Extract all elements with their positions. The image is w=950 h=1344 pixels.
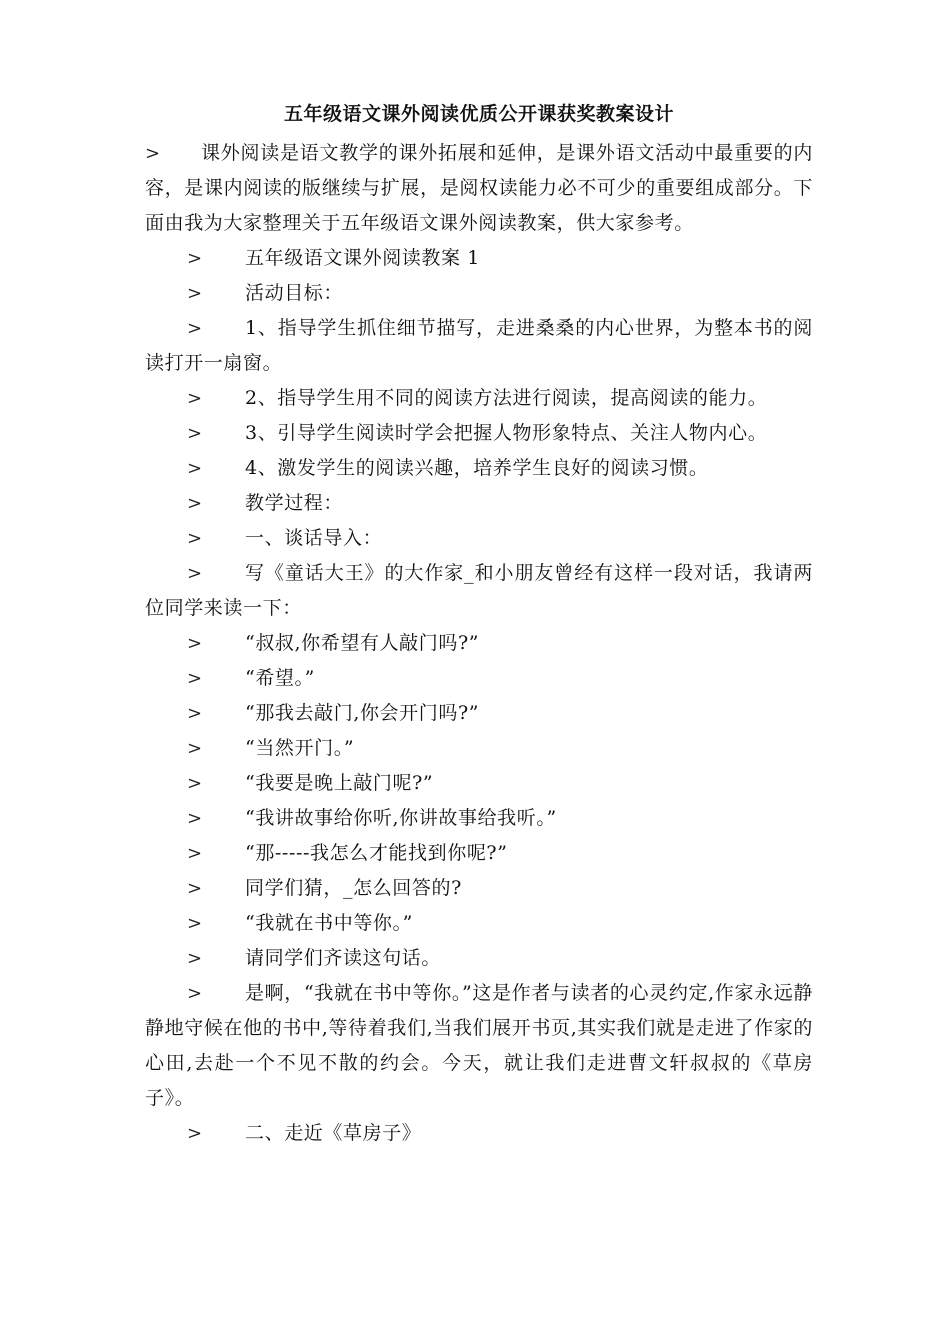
paragraph-text: 五年级语文课外阅读教案 1 — [245, 247, 480, 269]
paragraph — [145, 661, 813, 696]
bullet-marker-icon: > — [187, 248, 203, 269]
bullet-marker-icon: > — [187, 458, 203, 479]
paragraph-text: 同学们猜，_怎么回答的? — [245, 877, 462, 899]
paragraph — [145, 381, 813, 416]
paragraph-text: “那我去敲门,你会开门吗?” — [245, 702, 480, 724]
paragraph — [145, 556, 813, 626]
bullet-marker-icon: > — [187, 1123, 203, 1144]
paragraph — [145, 416, 813, 451]
paragraph-text: “当然开门。” — [245, 737, 355, 759]
bullet-marker-icon: > — [187, 528, 203, 549]
paragraph-text: “我讲故事给你听,你讲故事给我听。” — [245, 807, 557, 829]
paragraph — [145, 451, 813, 486]
paragraph — [145, 136, 813, 241]
bullet-marker-icon: > — [187, 808, 203, 829]
bullet-marker-icon: > — [187, 773, 203, 794]
paragraph — [145, 521, 813, 556]
bullet-marker-icon: > — [187, 633, 203, 654]
paragraph-text: “叔叔,你希望有人敲门吗?” — [245, 632, 480, 654]
paragraph-text: 二、走近《草房子》 — [245, 1122, 422, 1144]
paragraph — [145, 1116, 813, 1151]
paragraph — [145, 801, 813, 836]
bullet-marker-icon: > — [187, 913, 203, 934]
bullet-marker-icon: > — [145, 143, 161, 164]
bullet-marker-icon: > — [187, 493, 203, 514]
paragraph-text: “我要是晚上敲门呢?” — [245, 772, 434, 794]
bullet-marker-icon: > — [187, 843, 203, 864]
bullet-marker-icon: > — [187, 423, 203, 444]
document-title: 五年级语文课外阅读优质公开课获奖教案设计 — [283, 103, 674, 125]
document-body — [145, 136, 813, 1151]
bullet-marker-icon: > — [187, 878, 203, 899]
paragraph-text: “我就在书中等你。” — [245, 912, 413, 934]
paragraph-text: 一、谈话导入： — [245, 527, 383, 549]
paragraph-text: “那-----我怎么才能找到你呢?” — [245, 842, 508, 864]
paragraph — [145, 766, 813, 801]
paragraph — [145, 976, 813, 1116]
paragraph-text: 教学过程： — [245, 492, 344, 514]
paragraph — [145, 486, 813, 521]
paragraph — [145, 626, 813, 661]
paragraph-text: 是啊，“我就在书中等你。”这是作者与读者的心灵约定,作家永远静静地守候在他的书中,等待着我们,当我们展开书页,其实我们就是走进了作家的心田,去赴一个不见不散的约会。今天，就让我们走进曹文轩叔叔的《草房子》。 — [145, 982, 813, 1109]
paragraph — [145, 941, 813, 976]
paragraph-text: 3、引导学生阅读时学会把握人物形象特点、关注人物内心。 — [245, 422, 768, 444]
paragraph-text: “希望。” — [245, 667, 315, 689]
bullet-marker-icon: > — [187, 668, 203, 689]
paragraph-text: 课外阅读是语文教学的课外拓展和延伸，是课外语文活动中最重要的内容，是课内阅读的版继续与扩展，是阅权读能力必不可少的重要组成部分。下面由我为大家整理关于五年级语文课外阅读教案，供大家参考。 — [145, 142, 813, 234]
paragraph — [145, 836, 813, 871]
bullet-marker-icon: > — [187, 283, 203, 304]
paragraph — [145, 696, 813, 731]
bullet-marker-icon: > — [187, 703, 203, 724]
paragraph-text: 2、指导学生用不同的阅读方法进行阅读，提高阅读的能力。 — [245, 387, 768, 409]
paragraph-text: 活动目标： — [245, 282, 344, 304]
paragraph — [145, 871, 813, 906]
paragraph-text: 写《童话大王》的大作家_和小朋友曾经有这样一段对话，我请两位同学来读一下： — [145, 562, 813, 619]
bullet-marker-icon: > — [187, 738, 203, 759]
paragraph-text: 1、指导学生抓住细节描写，走进桑桑的内心世界，为整本书的阅读打开一扇窗。 — [145, 317, 813, 374]
bullet-marker-icon: > — [187, 318, 203, 339]
document-page — [145, 100, 813, 1151]
paragraph-text: 4、激发学生的阅读兴趣，培养学生良好的阅读习惯。 — [245, 457, 709, 479]
bullet-marker-icon: > — [187, 388, 203, 409]
paragraph — [145, 276, 813, 311]
bullet-marker-icon: > — [187, 948, 203, 969]
paragraph — [145, 241, 813, 276]
paragraph — [145, 311, 813, 381]
bullet-marker-icon: > — [187, 983, 203, 1004]
paragraph-text: 请同学们齐读这句话。 — [245, 947, 442, 969]
bullet-marker-icon: > — [187, 563, 203, 584]
paragraph — [145, 906, 813, 941]
paragraph — [145, 731, 813, 766]
